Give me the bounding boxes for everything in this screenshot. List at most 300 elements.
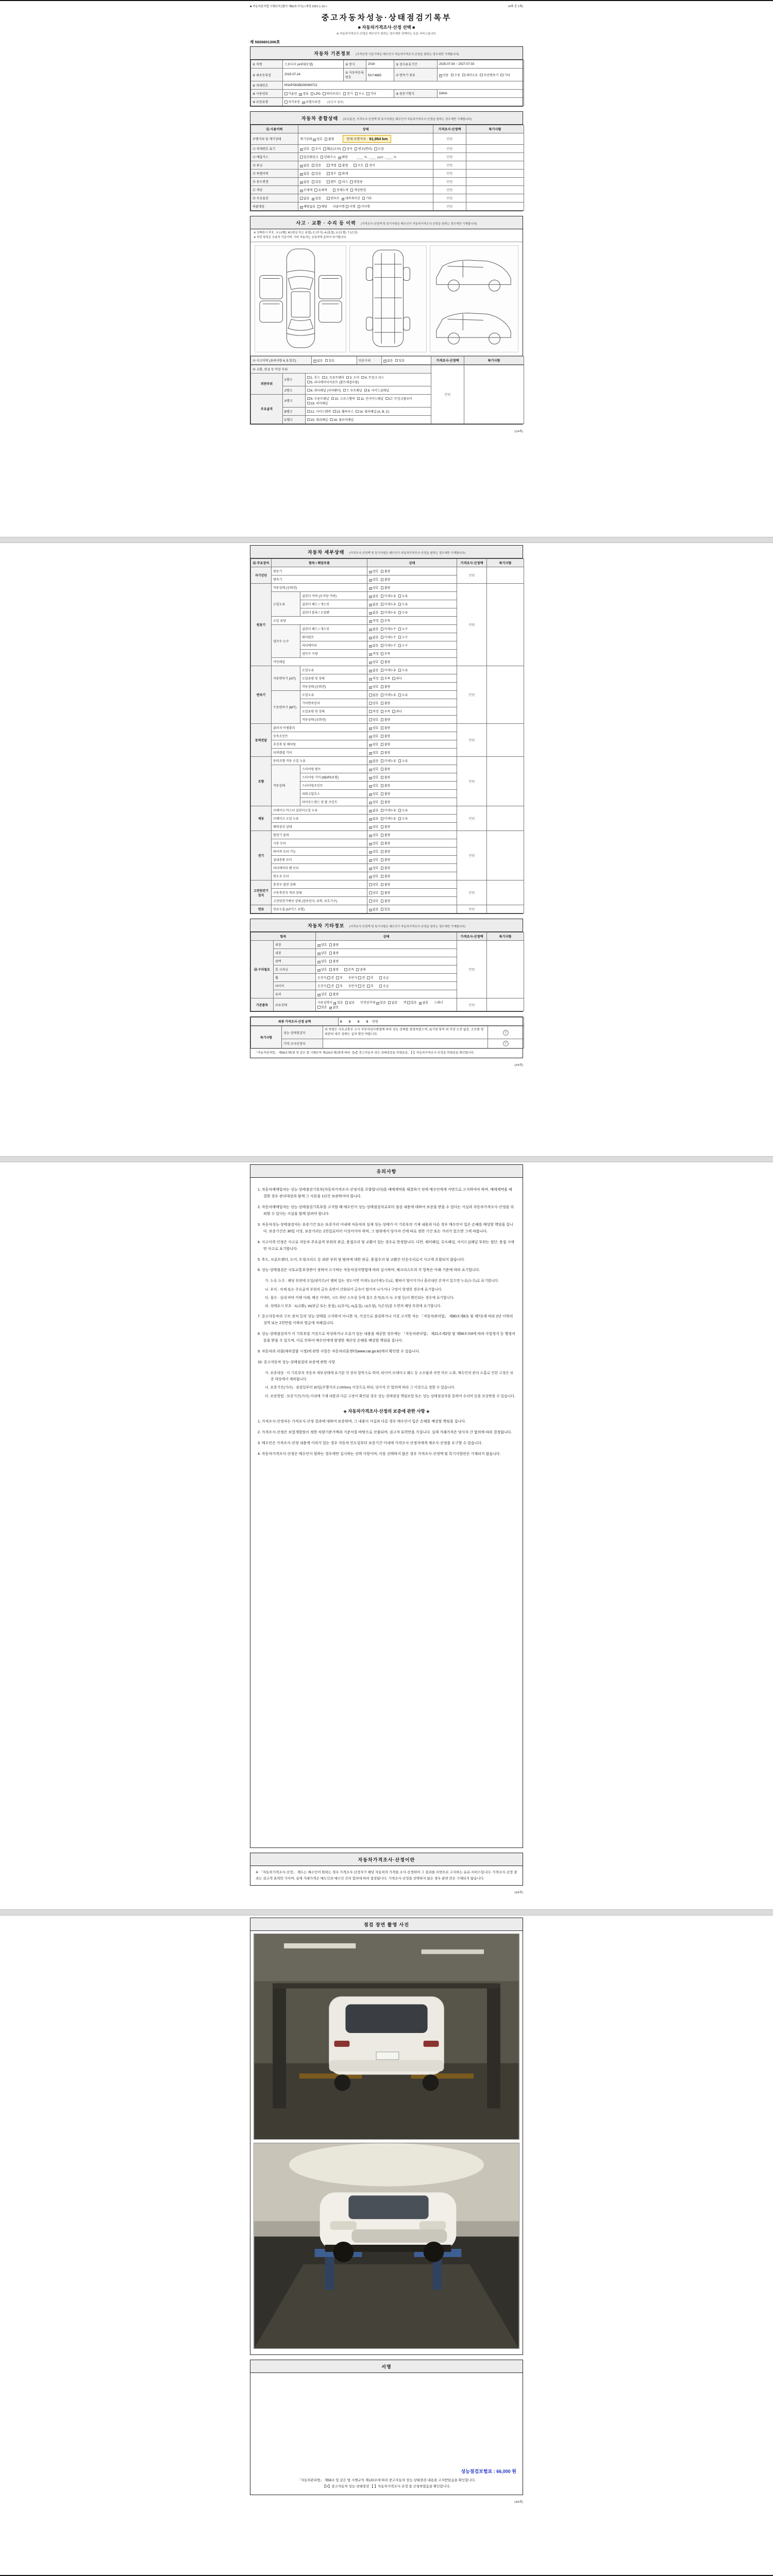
option-group <box>369 793 392 796</box>
option-group <box>369 851 392 854</box>
checkbox-icon <box>284 100 288 104</box>
rank-label: 2랭크 <box>283 386 306 394</box>
section-title: 유의사항 <box>376 1169 397 1174</box>
checkbox-option <box>369 809 379 812</box>
column-header: 상태 <box>316 933 457 941</box>
checkbox-checked-icon: ✓ <box>369 603 372 607</box>
checkbox-icon <box>398 809 401 812</box>
basic-info-table <box>250 60 524 106</box>
row-label: 클러치 어셈블리 <box>272 724 367 732</box>
checkbox-option <box>369 587 379 590</box>
extra-info-table <box>250 932 524 1011</box>
option-group <box>307 398 414 405</box>
price-cell: 만원 <box>457 584 487 666</box>
option-group <box>369 710 404 714</box>
option-label: 10. 크로스멤버 <box>334 397 355 401</box>
option-label: 7. 루프패널 <box>346 389 362 393</box>
checkbox-option <box>381 653 391 656</box>
checkbox-icon <box>343 389 346 392</box>
checkbox-option <box>313 360 323 363</box>
extra-title-bar <box>250 919 523 932</box>
page-1 <box>0 1 773 537</box>
checkbox-checked-icon: ✓ <box>318 944 321 947</box>
option-group <box>369 884 392 887</box>
checkbox-checked-icon: ✓ <box>369 867 372 871</box>
remark-group-label: 특기사항 <box>251 1026 282 1048</box>
checkbox-option <box>325 138 334 141</box>
row-label: 동력조향 작동 오일 누유 <box>272 757 367 765</box>
state-cell <box>367 905 457 913</box>
row-label: 연료누출 (LP가스 포함) <box>272 905 367 913</box>
amount-unit: 만원 <box>372 1021 378 1024</box>
checkbox-checked-icon: ✓ <box>300 164 303 168</box>
checkbox-option <box>369 768 379 771</box>
column-header: 상태 <box>367 559 457 567</box>
option-group <box>439 74 512 77</box>
checkbox-icon <box>381 710 384 713</box>
option-label: 양호 <box>373 661 379 664</box>
row-label: 오일누유 <box>300 666 367 674</box>
checkbox-option <box>355 93 365 96</box>
option-label: 2. 프론트펜더 <box>326 376 344 380</box>
row-label: 고전원전기배선 상태 (접속단자, 피복, 보호기구) <box>272 897 367 905</box>
row-label: 오일유량 및 상태 <box>300 674 367 683</box>
option-label: 없음 <box>373 809 379 812</box>
checkbox-option <box>381 752 391 755</box>
option-label: 영업용 <box>354 181 363 184</box>
checkbox-checked-icon: ✓ <box>313 138 316 142</box>
checkbox-option <box>369 801 379 804</box>
device-group-label: 원동기 <box>251 584 272 666</box>
checkbox-icon <box>369 718 372 721</box>
car-underbody-diagram <box>349 245 427 352</box>
checkbox-checked-icon: ✓ <box>369 620 372 623</box>
column-header: 특기사항 <box>464 356 524 364</box>
remark-cell <box>487 806 524 831</box>
option-group <box>369 587 392 590</box>
option-label: 양호 <box>373 875 379 878</box>
state-cell <box>298 202 433 211</box>
checkbox-icon <box>350 189 354 192</box>
checkbox-icon <box>369 710 372 713</box>
checkbox-option <box>381 776 391 779</box>
extra-info-section <box>250 919 523 1012</box>
checkbox-option <box>480 74 498 77</box>
state-cell <box>367 683 457 691</box>
checkbox-option <box>358 977 365 980</box>
part-list <box>306 394 431 407</box>
checkbox-option <box>358 206 370 209</box>
option-group <box>369 760 410 763</box>
checkbox-icon <box>344 968 347 971</box>
checkbox-icon <box>381 825 384 828</box>
state-cell <box>298 145 433 153</box>
option-group <box>317 1002 357 1005</box>
inspection-photos-section <box>250 1918 523 2355</box>
table-row <box>251 202 524 211</box>
state-cell <box>367 757 457 765</box>
option-label: 불량 <box>384 892 391 895</box>
section-note: (가격산정 기준가격은 매수인이 자동차가격조사·산정을 원하는 경우에만 기재합니다) <box>356 53 459 56</box>
option-label: 없음 <box>373 908 379 911</box>
checkbox-option <box>369 579 379 582</box>
item-group-label: ㉒ 수리필요 <box>251 941 274 998</box>
checkbox-option <box>381 809 396 812</box>
checkbox-option <box>381 842 391 845</box>
notice-item: 10. 중고자동차 성능·상태점검의 보증에 관한 사항 <box>258 1361 335 1364</box>
field-label: ③ 검사유효기간 <box>394 60 438 69</box>
checkbox-option <box>307 419 328 422</box>
checkbox-checked-icon: ✓ <box>300 206 303 209</box>
option-group <box>369 752 392 755</box>
checkbox-icon <box>379 985 382 988</box>
checkbox-option <box>395 360 405 363</box>
option-label: 불량 <box>384 686 391 689</box>
signer-label: 가격·조사산정자 <box>282 1039 323 1048</box>
option-group <box>369 875 392 878</box>
checkbox-option <box>300 164 310 167</box>
checkbox-icon <box>398 636 401 639</box>
checkbox-checked-icon: ✓ <box>318 952 321 956</box>
legend-line-1: ※ 상태표시 부호 : X (교환), W (판금 또는 용접), C (부식), A (흠집), U (요철), T (손상) <box>254 231 358 234</box>
option-label: 미세누유 <box>384 603 396 606</box>
checkbox-icon <box>333 189 336 192</box>
checkbox-option <box>323 93 341 96</box>
notice-item: 6. 성능·상태점검은 국토교통부장관이 정하여 고시하는 자동차검사방법에 따라 실시하며, 체크리스트의 각 항목은 아래 기준에 따라 표기합니다. <box>258 1268 480 1273</box>
option-label: 미세누수 <box>384 645 396 648</box>
option-group <box>369 636 410 639</box>
remark-cell <box>466 153 524 161</box>
checkbox-icon <box>381 570 384 573</box>
checkbox-option <box>369 661 379 664</box>
option-label: 9. 프론트패널 <box>311 397 329 401</box>
checkbox-option <box>300 148 310 151</box>
checkbox-option <box>333 189 348 192</box>
price-cell: 만원 <box>457 941 487 998</box>
checkbox-icon <box>312 147 315 150</box>
final-amount-value <box>339 1018 524 1026</box>
option-label: 없음 <box>373 595 379 598</box>
row-label: 실린더 커버 (로커암 커버) <box>300 592 367 600</box>
state-cell <box>367 732 457 740</box>
checkbox-checked-icon: ✓ <box>303 101 305 105</box>
option-label: 없음 <box>391 1002 398 1005</box>
checkbox-checked-icon: ✓ <box>300 173 303 176</box>
option-group <box>300 164 323 167</box>
photos-title-bar <box>250 1918 523 1931</box>
comprehensive-state-section <box>250 111 523 211</box>
checkbox-checked-icon: ✓ <box>369 579 372 582</box>
option-group <box>369 686 392 689</box>
checkbox-option <box>327 164 337 167</box>
table-row <box>251 90 524 98</box>
notice-item: 5. 후드, 프론트펜더, 도어, 트렁크리드 등 외판 부위 및 범퍼에 대한 판금, 용접수리 및 교환은 단순수리로서 사고에 포함되지 않습니다. <box>258 1258 465 1262</box>
checkbox-icon <box>398 611 401 614</box>
checkbox-checked-icon: ✓ <box>384 360 386 363</box>
checkbox-icon <box>357 397 360 400</box>
checkbox-option <box>357 398 383 401</box>
option-group <box>348 977 376 980</box>
checkbox-checked-icon: ✓ <box>369 768 372 772</box>
option-label: 불량 <box>332 944 339 947</box>
checkbox-option <box>381 793 391 796</box>
part-list <box>306 415 431 423</box>
state-cell <box>367 699 457 707</box>
checkbox-icon <box>367 985 370 988</box>
option-label: 있음 <box>380 1002 386 1005</box>
option-label: 없음 <box>373 612 379 615</box>
option-group <box>284 93 378 96</box>
checkbox-icon <box>381 817 384 820</box>
page-mark: (1/4쪽) <box>514 430 523 433</box>
checkbox-option <box>369 793 379 796</box>
state-cell <box>367 575 457 584</box>
damaged-parts-table <box>250 365 524 424</box>
section-title: 자동차 기본정보 <box>314 51 351 56</box>
option-group <box>284 101 323 104</box>
checkbox-checked-icon: ✓ <box>369 859 372 862</box>
price-cell: 만원 <box>457 905 487 913</box>
checkbox-option <box>398 612 408 615</box>
final-amount-table <box>250 1017 524 1026</box>
option-group <box>369 892 392 895</box>
comprehensive-table <box>250 125 524 211</box>
state-cell <box>298 186 433 194</box>
option-label: 불량 <box>384 719 391 722</box>
option-label: 후 <box>340 985 343 988</box>
option-label: 경유 <box>303 93 309 96</box>
checkbox-option <box>381 579 391 582</box>
option-group <box>369 570 392 573</box>
checkbox-icon <box>395 359 398 362</box>
checkbox-icon <box>381 809 384 812</box>
checkbox-option <box>343 93 353 96</box>
row-label: 오일누유 <box>300 691 367 699</box>
rank-label: 1랭크 <box>283 373 306 386</box>
checkbox-option <box>381 595 396 598</box>
option-label: 없음 <box>373 669 379 672</box>
checkbox-icon <box>312 164 315 167</box>
column-header: 가격조사·산정액 <box>433 125 466 133</box>
checkbox-icon <box>392 677 395 680</box>
checkbox-option <box>312 164 322 167</box>
option-label: 4. 트렁크 리드 <box>365 376 384 380</box>
checkbox-option <box>381 834 391 837</box>
row-label: 워터펌프 <box>300 633 367 641</box>
option-label: 불량 <box>384 743 391 747</box>
option-label: 5. 라디에이터서포트 (볼트체결부품) <box>311 381 359 384</box>
checkbox-option <box>312 197 322 200</box>
checkbox-icon <box>327 164 330 167</box>
option-label: 양호 <box>316 138 323 141</box>
amount-digits: 0 0 0 0 <box>340 1021 372 1024</box>
option-label: 불량 <box>384 768 391 771</box>
option-label: 과다 <box>396 710 402 714</box>
option-group <box>369 842 392 845</box>
table-row <box>251 178 524 186</box>
option-label: 미세누유 <box>384 694 396 697</box>
option-label: 불량 <box>384 587 391 590</box>
device-group-label: 자기진단 <box>251 567 272 584</box>
row-label: 브레이크 마스터 실린더오일 누유 <box>272 806 367 815</box>
checkbox-option <box>369 612 379 615</box>
checkbox-checked-icon: ✓ <box>369 776 372 780</box>
option-label: 전체도색 <box>336 189 348 192</box>
checkbox-option <box>317 1006 327 1009</box>
checkbox-icon <box>327 985 330 988</box>
option-label: 흔적 <box>348 969 354 972</box>
remark-cell <box>466 133 524 145</box>
checkbox-option <box>369 603 379 606</box>
option-group-label: 동반석 <box>348 985 358 988</box>
checkbox-checked-icon: ✓ <box>314 360 316 363</box>
option-label: 적정 <box>373 620 379 623</box>
checkbox-option <box>333 1002 343 1005</box>
option-label: 적정 <box>373 653 379 656</box>
option-label: 양호 <box>373 892 379 895</box>
checkbox-icon <box>381 652 384 655</box>
checkbox-option <box>369 719 379 722</box>
checkbox-option <box>367 985 374 988</box>
notices-subheading: ◈ 자동차가격조사·산정의 보증에 관한 사항 ◈ <box>343 1408 430 1414</box>
option-label: 없음 <box>304 197 310 200</box>
checkbox-option <box>381 875 391 878</box>
price-cell: 만원 <box>433 170 466 178</box>
option-label: 없음 <box>373 628 379 631</box>
option-label: 보험사보증 <box>306 101 321 104</box>
checkbox-checked-icon: ✓ <box>369 570 372 574</box>
checkbox-icon <box>381 768 384 771</box>
notice-item: 4. 사고이력 인정은 사고로 자동차 주요골격 부위의 판금, 용접수리 및 교환이 있는 경우로 한정합니다. 다만, 쿼터패널, 루프패널, 사이드실패널 부위는 절단, 용접 시에만 사고로 표기합니다. <box>258 1240 514 1251</box>
option-label: 양호 <box>373 768 379 771</box>
option-label: 양호 <box>321 993 327 996</box>
option-label: 탄화수소 <box>324 156 337 159</box>
row-label: 윈도우 모터 <box>272 872 367 880</box>
row-label: ⑲ 사고이력 (유의사항 4, 5 참조) <box>251 356 312 364</box>
option-label: 양호 <box>373 743 379 747</box>
table-row <box>251 133 524 145</box>
option-label: 16. 플로어패널 <box>333 418 354 422</box>
option-label: 자가보증 <box>288 101 300 104</box>
checkbox-option <box>381 900 391 903</box>
option-label: 불량 <box>328 138 334 141</box>
option-label: 세미오토 <box>466 74 478 77</box>
checkbox-icon <box>323 147 326 150</box>
option-group <box>354 164 377 167</box>
checkbox-icon <box>355 92 358 95</box>
option-label: 있음 <box>328 359 335 363</box>
option-label: 렌트 <box>330 181 337 184</box>
checkbox-option <box>374 148 384 151</box>
option-group <box>327 181 365 184</box>
state-cell <box>367 716 457 724</box>
checkbox-icon <box>329 993 332 996</box>
option-label: 이행 <box>349 206 356 209</box>
row-label: ⑱ 주요옵션 <box>251 194 298 202</box>
checkbox-option <box>367 977 374 980</box>
option-label: 양호 <box>373 719 379 722</box>
option-group <box>369 768 392 771</box>
checkbox-option <box>369 900 379 903</box>
option-label: 무단변속기 <box>483 74 499 77</box>
option-group <box>369 694 410 697</box>
section-note: (가격조사·산정액 및 특기사항은 매수인이 자동차가격조사·산정을 원하는 경우에만 기재합니다) <box>361 223 477 226</box>
option-label: 양호 <box>304 148 310 151</box>
option-group <box>369 900 392 903</box>
sub-group-label: 오일누유 <box>272 592 300 617</box>
row-label: ⑭ 튜닝 <box>251 161 298 170</box>
checkbox-checked-icon: ✓ <box>342 197 345 201</box>
option-label: 누유 <box>401 694 408 697</box>
checkbox-option <box>317 960 327 963</box>
price-cell: 만원 <box>457 831 487 880</box>
option-label: 누수 <box>401 628 408 631</box>
option-group <box>369 702 392 705</box>
state-cell <box>316 998 457 1011</box>
accident-legend <box>250 229 523 242</box>
option-label: 불량 <box>384 801 391 804</box>
checkbox-icon <box>329 968 332 971</box>
column-header: 특기사항 <box>466 125 524 133</box>
price-cell: 만원 <box>457 724 487 757</box>
option-group <box>317 952 341 955</box>
option-label: 양호 <box>373 884 379 887</box>
checkbox-icon <box>339 172 342 175</box>
column-header: ⑪ 사용이력 <box>251 125 298 133</box>
section-note: (가격조사·산정액 및 특기사항은 매수인이 자동차가격조사·산정을 원하는 경우에만 기재합니다) <box>349 925 466 928</box>
column-header: 특기사항 <box>487 559 524 567</box>
accident-history-table <box>250 356 524 365</box>
option-label: 불량 <box>384 851 391 854</box>
option-label: 있음 <box>315 164 322 167</box>
option-label: 불법 <box>342 164 348 167</box>
option-group <box>327 197 374 200</box>
state-cell <box>367 567 457 575</box>
checkbox-option <box>369 892 379 895</box>
checkbox-option <box>376 1002 386 1005</box>
checkbox-option <box>379 977 389 980</box>
checkbox-option <box>331 398 355 401</box>
checkbox-checked-icon: ✓ <box>369 908 372 912</box>
option-label: 양호 <box>373 570 379 573</box>
checkbox-option <box>451 74 461 77</box>
checkbox-option <box>369 595 379 598</box>
field-label: ① 차명 <box>251 60 283 69</box>
checkbox-icon <box>361 376 364 379</box>
option-label: 누유 <box>401 809 408 812</box>
checkbox-option <box>366 93 376 96</box>
checkbox-option <box>338 156 348 159</box>
row-label: 타이로드엔드 및 볼 조인트 <box>300 798 367 806</box>
table-header-row <box>251 559 524 567</box>
signature-space <box>250 2373 523 2466</box>
checkbox-option <box>385 398 412 401</box>
option-label: 불량 <box>384 842 391 845</box>
option-label: 화재 <box>342 173 348 176</box>
option-group <box>369 653 392 656</box>
checkbox-option <box>369 826 379 829</box>
option-label: 없음 <box>332 1006 339 1009</box>
checkbox-checked-icon: ✓ <box>339 156 341 160</box>
option-label: 양호 <box>321 969 327 972</box>
checkbox-icon <box>362 197 365 200</box>
checkbox-icon <box>307 402 310 405</box>
checkbox-option <box>312 181 322 184</box>
option-group <box>369 776 392 779</box>
option-group <box>379 985 391 988</box>
checkbox-checked-icon: ✓ <box>318 960 321 964</box>
state-cell <box>367 839 457 848</box>
